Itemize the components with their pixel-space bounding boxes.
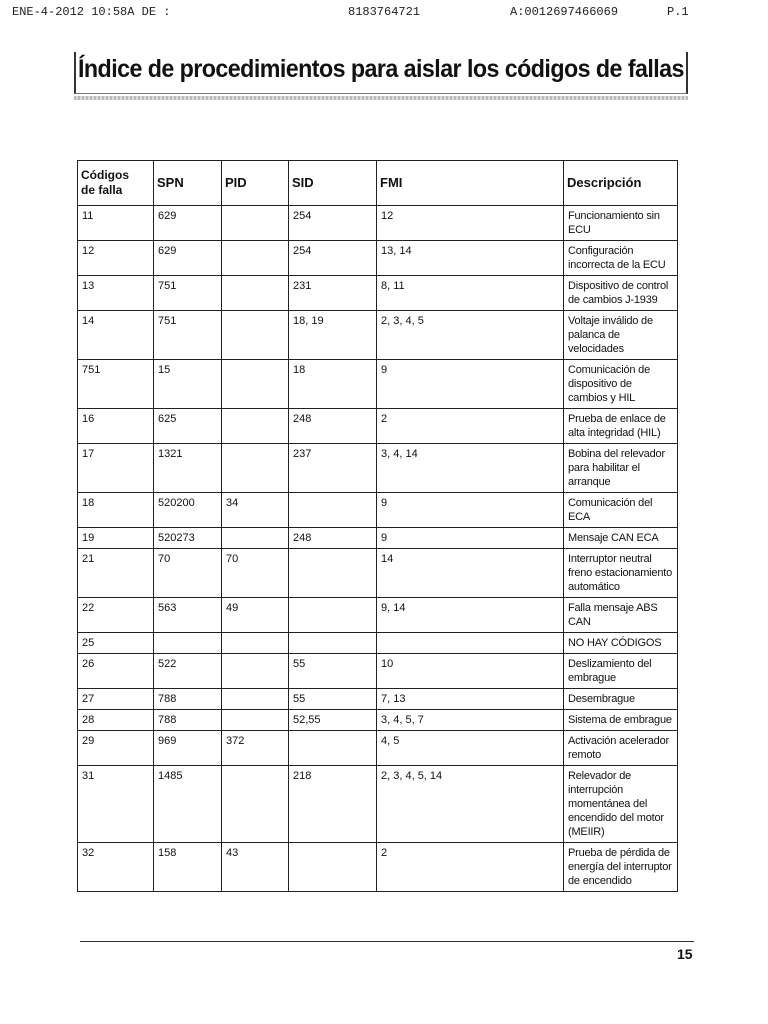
- table-row: [78, 493, 678, 528]
- cell-code: 18: [78, 493, 154, 528]
- header-codes-line1: Códigos: [81, 168, 129, 182]
- cell-spn: 969: [154, 731, 222, 766]
- fax-date-time: ENE-4-2012 10:58A DE :: [12, 5, 171, 19]
- title-underline-shadow: [74, 96, 688, 100]
- cell-fmi: 13, 14: [377, 241, 564, 276]
- cell-code: 29: [78, 731, 154, 766]
- table-row: [78, 598, 678, 633]
- cell-code: 16: [78, 409, 154, 444]
- title-box: [74, 52, 688, 94]
- table-row: [78, 444, 678, 493]
- cell-spn: 158: [154, 843, 222, 892]
- cell-pid: [222, 689, 289, 710]
- header-fmi: FMI: [377, 161, 564, 206]
- cell-sid: 231: [289, 276, 377, 311]
- table-row: [78, 633, 678, 654]
- cell-fmi: 2, 3, 4, 5: [377, 311, 564, 360]
- fax-header: [0, 5, 768, 21]
- cell-pid: [222, 528, 289, 549]
- cell-sid: 237: [289, 444, 377, 493]
- cell-fmi: 2: [377, 409, 564, 444]
- cell-spn: 751: [154, 311, 222, 360]
- cell-fmi: 12: [377, 206, 564, 241]
- cell-code: 13: [78, 276, 154, 311]
- table-row: [78, 731, 678, 766]
- cell-sid: [289, 633, 377, 654]
- cell-fmi: 9: [377, 360, 564, 409]
- cell-pid: 49: [222, 598, 289, 633]
- cell-pid: [222, 766, 289, 843]
- cell-description: Mensaje CAN ECA: [564, 528, 678, 549]
- footer-divider: [80, 941, 694, 942]
- table-row: [78, 843, 678, 892]
- cell-sid: 18: [289, 360, 377, 409]
- table-row: [78, 311, 678, 360]
- cell-spn: [154, 633, 222, 654]
- cell-description: Voltaje inválido de palanca de velocidades: [564, 311, 678, 360]
- cell-sid: [289, 493, 377, 528]
- fax-page-indicator: P.1: [667, 5, 689, 19]
- cell-sid: [289, 843, 377, 892]
- cell-pid: [222, 633, 289, 654]
- cell-fmi: 3, 4, 14: [377, 444, 564, 493]
- table-row: [78, 654, 678, 689]
- cell-pid: 34: [222, 493, 289, 528]
- cell-description: Dispositivo de control de cambios J-1939: [564, 276, 678, 311]
- cell-sid: [289, 549, 377, 598]
- cell-description: NO HAY CÓDIGOS: [564, 633, 678, 654]
- cell-code: 21: [78, 549, 154, 598]
- cell-spn: 788: [154, 710, 222, 731]
- table-body: [78, 206, 678, 892]
- cell-spn: 788: [154, 689, 222, 710]
- cell-code: 11: [78, 206, 154, 241]
- cell-fmi: 7, 13: [377, 689, 564, 710]
- cell-code: 31: [78, 766, 154, 843]
- cell-description: Prueba de pérdida de energía del interruptor de encendido: [564, 843, 678, 892]
- header-pid: PID: [222, 161, 289, 206]
- cell-spn: 751: [154, 276, 222, 311]
- cell-code: 25: [78, 633, 154, 654]
- table-row: [78, 276, 678, 311]
- cell-fmi: 8, 11: [377, 276, 564, 311]
- cell-sid: 18, 19: [289, 311, 377, 360]
- cell-description: Prueba de enlace de alta integridad (HIL): [564, 409, 678, 444]
- cell-pid: 43: [222, 843, 289, 892]
- cell-description: Falla mensaje ABS CAN: [564, 598, 678, 633]
- cell-description: Interruptor neutral freno estacionamiento automático: [564, 549, 678, 598]
- table-row: [78, 206, 678, 241]
- cell-code: 14: [78, 311, 154, 360]
- cell-code: 17: [78, 444, 154, 493]
- cell-pid: [222, 360, 289, 409]
- header-description: Descripción: [564, 161, 678, 206]
- cell-code: 28: [78, 710, 154, 731]
- cell-sid: 52,55: [289, 710, 377, 731]
- fax-sender-number: 8183764721: [348, 5, 421, 19]
- cell-fmi: 10: [377, 654, 564, 689]
- cell-sid: 55: [289, 654, 377, 689]
- cell-spn: 15: [154, 360, 222, 409]
- cell-code: 751: [78, 360, 154, 409]
- cell-description: Relevador de interrupción momentánea del encendido del motor (MEIIR): [564, 766, 678, 843]
- cell-sid: 55: [289, 689, 377, 710]
- cell-sid: 254: [289, 206, 377, 241]
- cell-spn: 629: [154, 241, 222, 276]
- cell-pid: 372: [222, 731, 289, 766]
- cell-spn: 563: [154, 598, 222, 633]
- cell-sid: 248: [289, 409, 377, 444]
- cell-code: 27: [78, 689, 154, 710]
- header-codes-line2: de falla: [81, 183, 123, 197]
- cell-code: 32: [78, 843, 154, 892]
- cell-spn: 70: [154, 549, 222, 598]
- header-codes: [78, 161, 154, 206]
- table-row: [78, 549, 678, 598]
- table-row: [78, 409, 678, 444]
- cell-spn: 522: [154, 654, 222, 689]
- cell-code: 12: [78, 241, 154, 276]
- cell-pid: [222, 444, 289, 493]
- cell-fmi: 9, 14: [377, 598, 564, 633]
- cell-pid: [222, 409, 289, 444]
- cell-spn: 625: [154, 409, 222, 444]
- cell-fmi: 9: [377, 528, 564, 549]
- header-spn: SPN: [154, 161, 222, 206]
- cell-spn: 1485: [154, 766, 222, 843]
- cell-description: Deslizamiento del embrague: [564, 654, 678, 689]
- cell-description: Activación acelerador remoto: [564, 731, 678, 766]
- cell-pid: 70: [222, 549, 289, 598]
- cell-description: Desembrague: [564, 689, 678, 710]
- table-row: [78, 710, 678, 731]
- cell-description: Funcionamiento sin ECU: [564, 206, 678, 241]
- cell-sid: [289, 731, 377, 766]
- cell-sid: 248: [289, 528, 377, 549]
- table-row: [78, 766, 678, 843]
- cell-sid: 254: [289, 241, 377, 276]
- table-header-row: [78, 161, 678, 206]
- cell-fmi: 9: [377, 493, 564, 528]
- cell-fmi: 2, 3, 4, 5, 14: [377, 766, 564, 843]
- page-title: Índice de procedimientos para aislar los códigos de fallas: [78, 55, 684, 83]
- cell-spn: 629: [154, 206, 222, 241]
- fax-receiver: A:0012697466069: [510, 5, 619, 19]
- cell-spn: 1321: [154, 444, 222, 493]
- table-row: [78, 689, 678, 710]
- cell-code: 22: [78, 598, 154, 633]
- cell-pid: [222, 311, 289, 360]
- header-sid: SID: [289, 161, 377, 206]
- cell-description: Comunicación del ECA: [564, 493, 678, 528]
- cell-description: Sistema de embrague: [564, 710, 678, 731]
- cell-description: Configuración incorrecta de la ECU: [564, 241, 678, 276]
- page-number: 15: [677, 946, 693, 962]
- cell-fmi: 2: [377, 843, 564, 892]
- cell-spn: 520273: [154, 528, 222, 549]
- cell-description: Bobina del relevador para habilitar el arranque: [564, 444, 678, 493]
- table-row: [78, 360, 678, 409]
- cell-code: 26: [78, 654, 154, 689]
- cell-description: Comunicación de dispositivo de cambios y HIL: [564, 360, 678, 409]
- cell-sid: [289, 598, 377, 633]
- cell-pid: [222, 654, 289, 689]
- cell-code: 19: [78, 528, 154, 549]
- cell-pid: [222, 710, 289, 731]
- cell-pid: [222, 276, 289, 311]
- fault-codes-table: [77, 160, 678, 892]
- cell-pid: [222, 241, 289, 276]
- cell-fmi: 3, 4, 5, 7: [377, 710, 564, 731]
- table-row: [78, 241, 678, 276]
- cell-sid: 218: [289, 766, 377, 843]
- cell-fmi: 14: [377, 549, 564, 598]
- cell-fmi: 4, 5: [377, 731, 564, 766]
- cell-spn: 520200: [154, 493, 222, 528]
- table-row: [78, 528, 678, 549]
- cell-pid: [222, 206, 289, 241]
- cell-fmi: [377, 633, 564, 654]
